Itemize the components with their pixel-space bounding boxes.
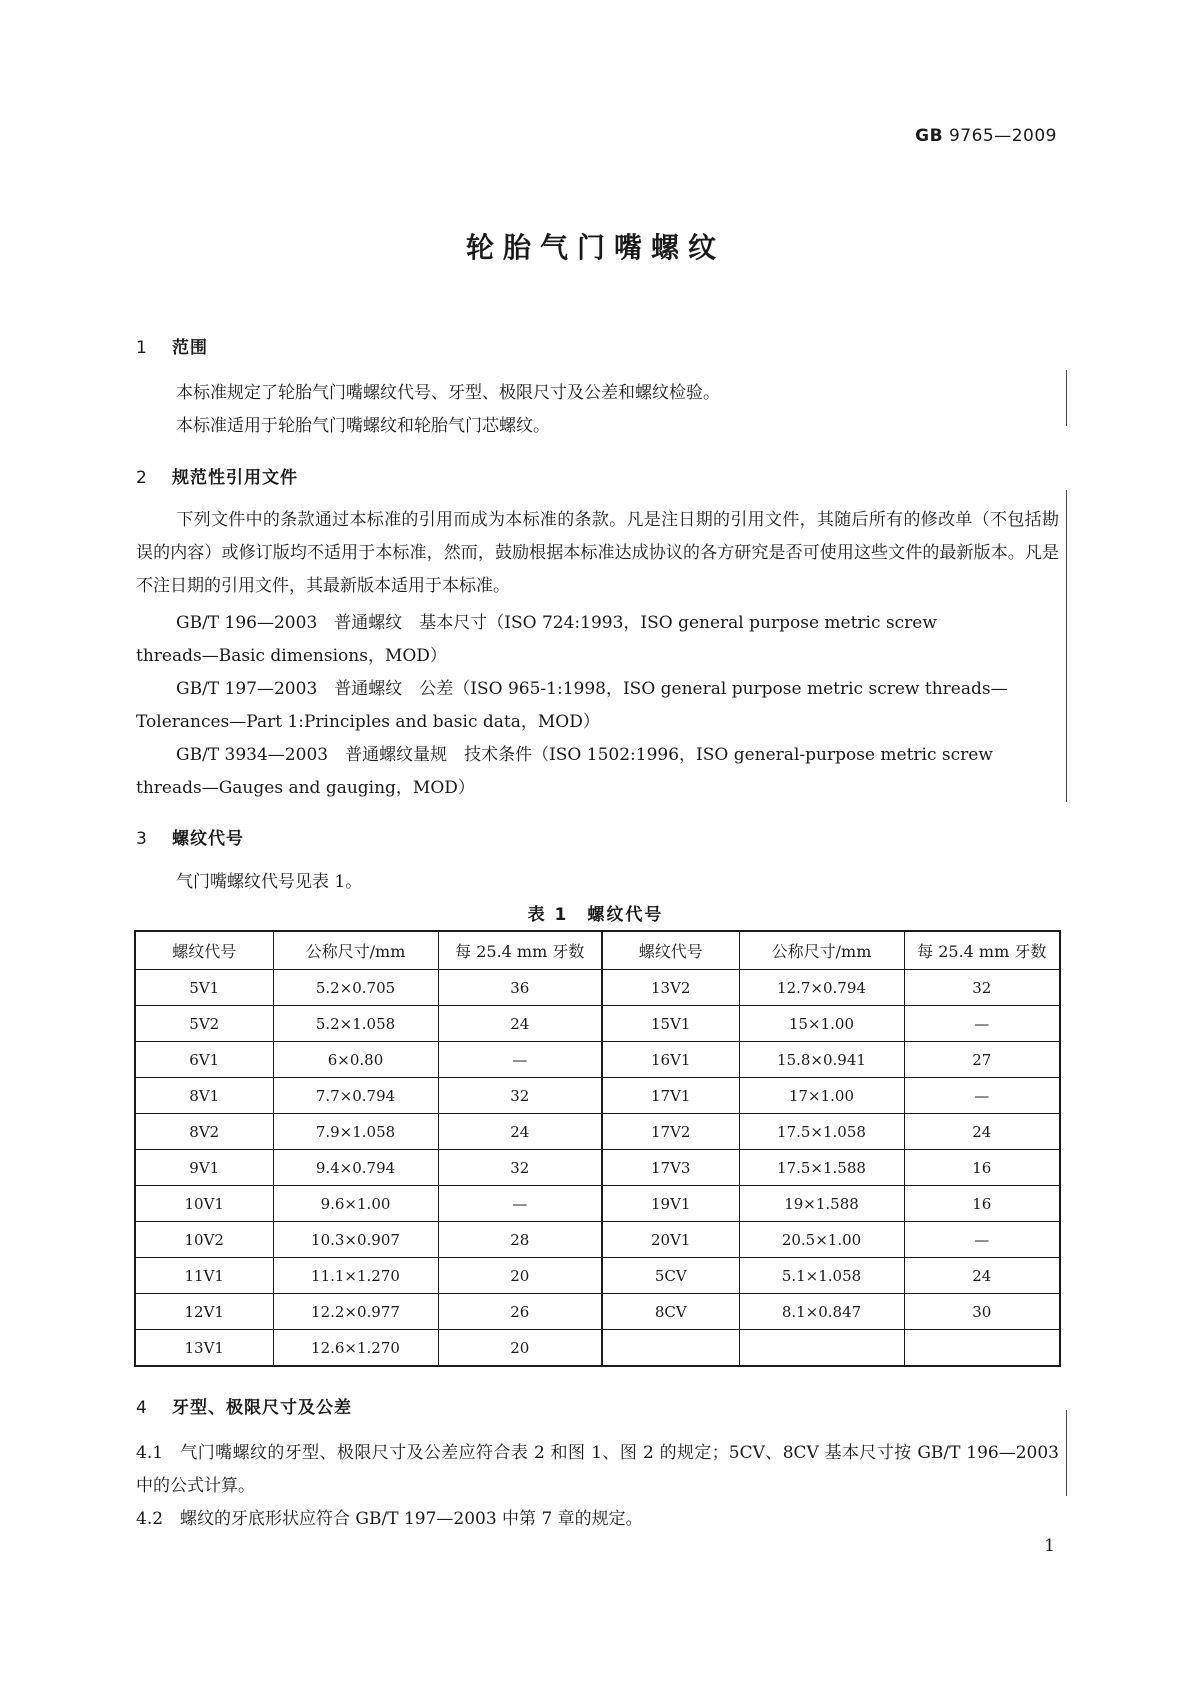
table-cell: 6V1 bbox=[135, 1042, 273, 1078]
standard-prefix: GB bbox=[915, 126, 944, 146]
section-title: 牙型、极限尺寸及公差 bbox=[172, 1398, 352, 1418]
revision-bar bbox=[1066, 370, 1067, 426]
column-header: 公称尺寸/mm bbox=[739, 931, 904, 970]
column-header: 每 25.4 mm 牙数 bbox=[438, 931, 602, 970]
table-cell: 26 bbox=[438, 1294, 602, 1330]
column-header: 螺纹代号 bbox=[602, 931, 739, 970]
table-cell: 24 bbox=[438, 1006, 602, 1042]
section-1-heading bbox=[136, 333, 208, 358]
table-cell: 16V1 bbox=[602, 1042, 739, 1078]
table-cell: 13V1 bbox=[135, 1330, 273, 1367]
table-cell: 9.6×1.00 bbox=[273, 1186, 438, 1222]
table-cell: 19V1 bbox=[602, 1186, 739, 1222]
table-cell: 32 bbox=[438, 1150, 602, 1186]
table-cell: 5V2 bbox=[135, 1006, 273, 1042]
table-cell: — bbox=[904, 1222, 1060, 1258]
clause-text: 螺纹的牙底形状应符合 GB/T 197—2003 中第 7 章的规定。 bbox=[180, 1509, 643, 1529]
reference-2-line-2: Tolerances—Part 1:Principles and basic data，MOD） bbox=[136, 712, 600, 732]
table-cell: 24 bbox=[904, 1114, 1060, 1150]
table-cell: 11V1 bbox=[135, 1258, 273, 1294]
table-cell: 10.3×0.907 bbox=[273, 1222, 438, 1258]
table-row bbox=[135, 1294, 1060, 1330]
table-header-row bbox=[135, 931, 1060, 970]
revision-bar bbox=[1066, 1410, 1067, 1496]
clause-4-1 bbox=[136, 1437, 1059, 1503]
table-cell: 32 bbox=[904, 970, 1060, 1006]
section-3-paragraph: 气门嘴螺纹代号见表 1。 bbox=[176, 872, 363, 892]
column-header: 公称尺寸/mm bbox=[273, 931, 438, 970]
section-3-heading bbox=[136, 824, 244, 849]
table-cell: 7.7×0.794 bbox=[273, 1078, 438, 1114]
section-number: 3 bbox=[136, 829, 148, 849]
table-cell: 11.1×1.270 bbox=[273, 1258, 438, 1294]
section-1-paragraph: 本标准适用于轮胎气门嘴螺纹和轮胎气门芯螺纹。 bbox=[176, 416, 550, 436]
standard-number bbox=[915, 126, 1057, 146]
table-row bbox=[135, 1114, 1060, 1150]
table-cell: 5V1 bbox=[135, 970, 273, 1006]
table-cell bbox=[904, 1330, 1060, 1367]
table-cell: 24 bbox=[438, 1114, 602, 1150]
table-body bbox=[135, 970, 1060, 1367]
section-1-paragraph: 本标准规定了轮胎气门嘴螺纹代号、牙型、极限尺寸及公差和螺纹检验。 bbox=[176, 383, 720, 403]
table-cell: 17V2 bbox=[602, 1114, 739, 1150]
table-cell: — bbox=[438, 1186, 602, 1222]
table-cell: 12.2×0.977 bbox=[273, 1294, 438, 1330]
clause-number: 4.2 bbox=[136, 1509, 164, 1529]
table-cell: 17V1 bbox=[602, 1078, 739, 1114]
reference-1-line-2: threads—Basic dimensions，MOD） bbox=[136, 646, 447, 666]
column-header: 螺纹代号 bbox=[135, 931, 273, 970]
section-title: 范围 bbox=[172, 338, 208, 358]
table-cell: 17V3 bbox=[602, 1150, 739, 1186]
reference-1-line-1: GB/T 196—2003 普通螺纹 基本尺寸（ISO 724:1993，ISO general purpose metric screw bbox=[176, 613, 937, 633]
table-cell: 19×1.588 bbox=[739, 1186, 904, 1222]
table-cell: 20.5×1.00 bbox=[739, 1222, 904, 1258]
document-title: 轮胎气门嘴螺纹 bbox=[465, 231, 725, 264]
table-cell: 16 bbox=[904, 1186, 1060, 1222]
table-cell: 7.9×1.058 bbox=[273, 1114, 438, 1150]
table-cell: 8V1 bbox=[135, 1078, 273, 1114]
table-cell: 30 bbox=[904, 1294, 1060, 1330]
reference-3-line-1: GB/T 3934—2003 普通螺纹量规 技术条件（ISO 1502:1996，ISO general-purpose metric screw bbox=[176, 745, 993, 765]
table-cell: 10V1 bbox=[135, 1186, 273, 1222]
reference-3-line-2: threads—Gauges and gauging，MOD） bbox=[136, 778, 475, 798]
table-cell: 27 bbox=[904, 1042, 1060, 1078]
clause-4-2 bbox=[136, 1503, 1059, 1536]
table-cell: 9V1 bbox=[135, 1150, 273, 1186]
table-cell: 36 bbox=[438, 970, 602, 1006]
table-cell: 17.5×1.058 bbox=[739, 1114, 904, 1150]
standard-code: 9765—2009 bbox=[948, 126, 1057, 146]
thread-code-table bbox=[134, 930, 1061, 1367]
clause-number: 4.1 bbox=[136, 1443, 164, 1463]
table-cell: 16 bbox=[904, 1150, 1060, 1186]
table-cell: 15×1.00 bbox=[739, 1006, 904, 1042]
section-2-intro bbox=[136, 504, 1059, 603]
table-row bbox=[135, 1150, 1060, 1186]
section-2-heading bbox=[136, 463, 298, 488]
table-cell bbox=[602, 1330, 739, 1367]
section-title: 螺纹代号 bbox=[172, 829, 244, 849]
clause-text: 气门嘴螺纹的牙型、极限尺寸及公差应符合表 2 和图 1、图 2 的规定；5CV、8CV 基本尺寸按 GB/T 196—2003 中的公式计算。 bbox=[136, 1443, 1059, 1496]
table-cell: 12V1 bbox=[135, 1294, 273, 1330]
table-cell: 5CV bbox=[602, 1258, 739, 1294]
section-4-heading bbox=[136, 1393, 352, 1418]
table-cell: 13V2 bbox=[602, 970, 739, 1006]
table-cell: 5.2×0.705 bbox=[273, 970, 438, 1006]
table-cell: 15.8×0.941 bbox=[739, 1042, 904, 1078]
column-header: 每 25.4 mm 牙数 bbox=[904, 931, 1060, 970]
table-cell: 10V2 bbox=[135, 1222, 273, 1258]
table-cell: 8.1×0.847 bbox=[739, 1294, 904, 1330]
section-number: 4 bbox=[136, 1398, 148, 1418]
reference-2-line-1: GB/T 197—2003 普通螺纹 公差（ISO 965-1:1998，ISO general purpose metric screw threads— bbox=[176, 679, 1008, 699]
table-row bbox=[135, 1078, 1060, 1114]
table-cell: 20 bbox=[438, 1330, 602, 1367]
table-cell: 24 bbox=[904, 1258, 1060, 1294]
table-cell: — bbox=[438, 1042, 602, 1078]
section-title: 规范性引用文件 bbox=[172, 468, 298, 488]
table-cell: 28 bbox=[438, 1222, 602, 1258]
table-cell: 15V1 bbox=[602, 1006, 739, 1042]
table-1-caption: 表 1 螺纹代号 bbox=[527, 905, 664, 925]
table-cell: 20 bbox=[438, 1258, 602, 1294]
table-cell: 9.4×0.794 bbox=[273, 1150, 438, 1186]
revision-bar bbox=[1066, 490, 1067, 802]
table-cell bbox=[739, 1330, 904, 1367]
table-cell: — bbox=[904, 1006, 1060, 1042]
section-number: 1 bbox=[136, 338, 148, 358]
table-row bbox=[135, 1006, 1060, 1042]
table-cell: 20V1 bbox=[602, 1222, 739, 1258]
table-cell: 5.2×1.058 bbox=[273, 1006, 438, 1042]
table-cell: 17×1.00 bbox=[739, 1078, 904, 1114]
table-row bbox=[135, 1042, 1060, 1078]
table-row bbox=[135, 1330, 1060, 1367]
table-row bbox=[135, 1186, 1060, 1222]
table-row bbox=[135, 1222, 1060, 1258]
table-cell: 5.1×1.058 bbox=[739, 1258, 904, 1294]
table-cell: 6×0.80 bbox=[273, 1042, 438, 1078]
table-cell: 32 bbox=[438, 1078, 602, 1114]
table-cell: 8CV bbox=[602, 1294, 739, 1330]
table-cell: 8V2 bbox=[135, 1114, 273, 1150]
intro-text: 下列文件中的条款通过本标准的引用而成为本标准的条款。凡是注日期的引用文件，其随后所有的修改单（不包括勘误的内容）或修订版均不适用于本标准，然而，鼓励根据本标准达成协议的各方研究是否可使用这些文件的最新版本。凡是不注日期的引用文件，其最新版本适用于本标准。 bbox=[136, 510, 1059, 596]
table-cell: 17.5×1.588 bbox=[739, 1150, 904, 1186]
section-number: 2 bbox=[136, 468, 148, 488]
page-number: 1 bbox=[1044, 1536, 1055, 1556]
table-cell: — bbox=[904, 1078, 1060, 1114]
table-cell: 12.6×1.270 bbox=[273, 1330, 438, 1367]
table-cell: 12.7×0.794 bbox=[739, 970, 904, 1006]
table-row bbox=[135, 970, 1060, 1006]
table-row bbox=[135, 1258, 1060, 1294]
